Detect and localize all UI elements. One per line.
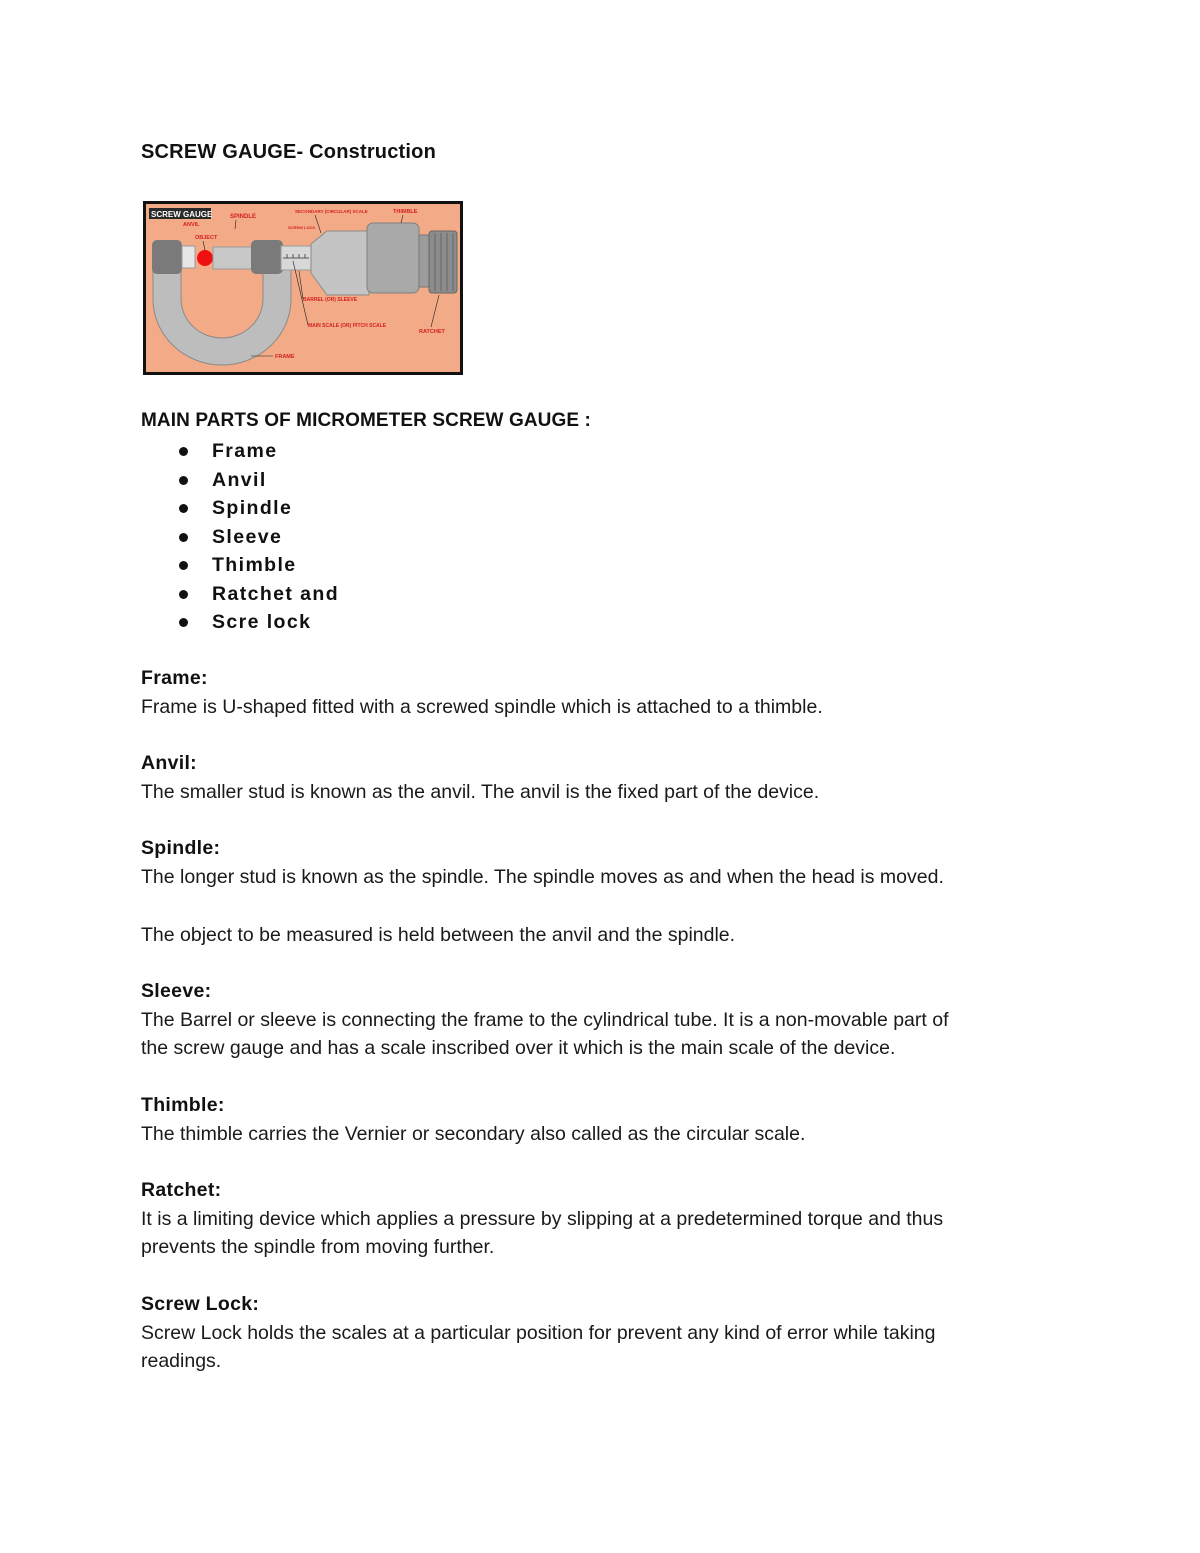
label-anvil: ANVIL xyxy=(183,222,200,228)
section-text-line: the screw gauge and has a scale inscribed over it which is the main scale of the device. xyxy=(141,1037,896,1059)
section-heading: Spindle: xyxy=(141,837,221,859)
ratchet-collar-shape xyxy=(419,235,429,287)
screw-gauge-illustration xyxy=(143,201,463,375)
section-ratchet xyxy=(141,1176,1061,1262)
section-text: The smaller stud is known as the anvil. The anvil is the fixed part of the device. xyxy=(141,780,820,803)
section-heading: Screw Lock: xyxy=(141,1293,260,1315)
list-item: Spindle xyxy=(176,494,339,523)
section-text-line: prevents the spindle from moving further. xyxy=(141,1236,495,1258)
thimble-body-shape xyxy=(367,223,419,293)
section-text: The longer stud is known as the spindle. The spindle moves as and when the head is moved. xyxy=(141,865,944,888)
diagram-header-label: SCREW GAUGE xyxy=(151,210,213,219)
list-item: Sleeve xyxy=(176,523,339,552)
list-item: Thimble xyxy=(176,551,339,580)
screw-gauge-diagram xyxy=(143,201,463,375)
bullet-icon xyxy=(179,476,188,485)
bullet-icon xyxy=(179,561,188,570)
thimble-shape xyxy=(311,231,369,295)
section-heading: Sleeve: xyxy=(141,980,212,1002)
section-spindle xyxy=(141,834,1061,891)
section-anvil xyxy=(141,749,1061,806)
label-object: OBJECT xyxy=(195,235,218,241)
document-title: SCREW GAUGE- Construction xyxy=(141,141,436,163)
bullet-icon xyxy=(179,533,188,542)
section-heading: Anvil: xyxy=(141,752,197,774)
section-heading: Frame: xyxy=(141,667,208,689)
section-screw-lock xyxy=(141,1290,1061,1376)
label-ratchet: RATCHET xyxy=(419,329,445,335)
label-main-scale: MAIN SCALE (OR) PITCH SCALE xyxy=(308,323,387,329)
section-text: The thimble carries the Vernier or secondary also called as the circular scale. xyxy=(141,1122,806,1145)
object-shape xyxy=(197,250,213,266)
section-text: Frame is U-shaped fitted with a screwed spindle which is attached to a thimble. xyxy=(141,695,823,718)
spindle-note: The object to be measured is held between the anvil and the spindle. xyxy=(141,924,736,946)
main-parts-heading: MAIN PARTS OF MICROMETER SCREW GAUGE : xyxy=(141,410,591,431)
frame-head-block-shape xyxy=(251,240,283,274)
section-sleeve xyxy=(141,977,1061,1063)
section-text-line: The Barrel or sleeve is connecting the frame to the cylindrical tube. It is a non-movable part of xyxy=(141,1008,949,1031)
label-spindle: SPINDLE xyxy=(230,214,257,220)
list-item: Ratchet and xyxy=(176,580,339,609)
label-barrel: BARREL (OR) SLEEVE xyxy=(303,297,358,303)
bullet-icon xyxy=(179,618,188,627)
spindle-shape xyxy=(213,247,253,269)
bullet-icon xyxy=(179,447,188,456)
main-parts-list xyxy=(176,437,339,637)
section-heading: Thimble: xyxy=(141,1094,225,1116)
section-frame xyxy=(141,664,1061,721)
bullet-icon xyxy=(179,504,188,513)
label-circular-scale: SECONDARY (CIRCULAR) SCALE xyxy=(295,209,368,214)
label-screw-lock: SCREW LOCK xyxy=(288,225,316,230)
label-frame: FRAME xyxy=(275,354,295,360)
list-item: Scre lock xyxy=(176,608,339,637)
bullet-icon xyxy=(179,590,188,599)
section-thimble xyxy=(141,1091,1061,1148)
anvil-face-shape xyxy=(182,246,195,268)
anvil-block-shape xyxy=(152,240,182,274)
section-text-line: readings. xyxy=(141,1350,222,1372)
section-text-line: It is a limiting device which applies a pressure by slipping at a predetermined torque and thus xyxy=(141,1207,944,1230)
label-thimble: THIMBLE xyxy=(393,209,418,215)
list-item: Anvil xyxy=(176,466,339,495)
list-item: Frame xyxy=(176,437,339,466)
section-text-line: Screw Lock holds the scales at a particular position for prevent any kind of error while taking xyxy=(141,1321,936,1344)
section-heading: Ratchet: xyxy=(141,1179,222,1201)
